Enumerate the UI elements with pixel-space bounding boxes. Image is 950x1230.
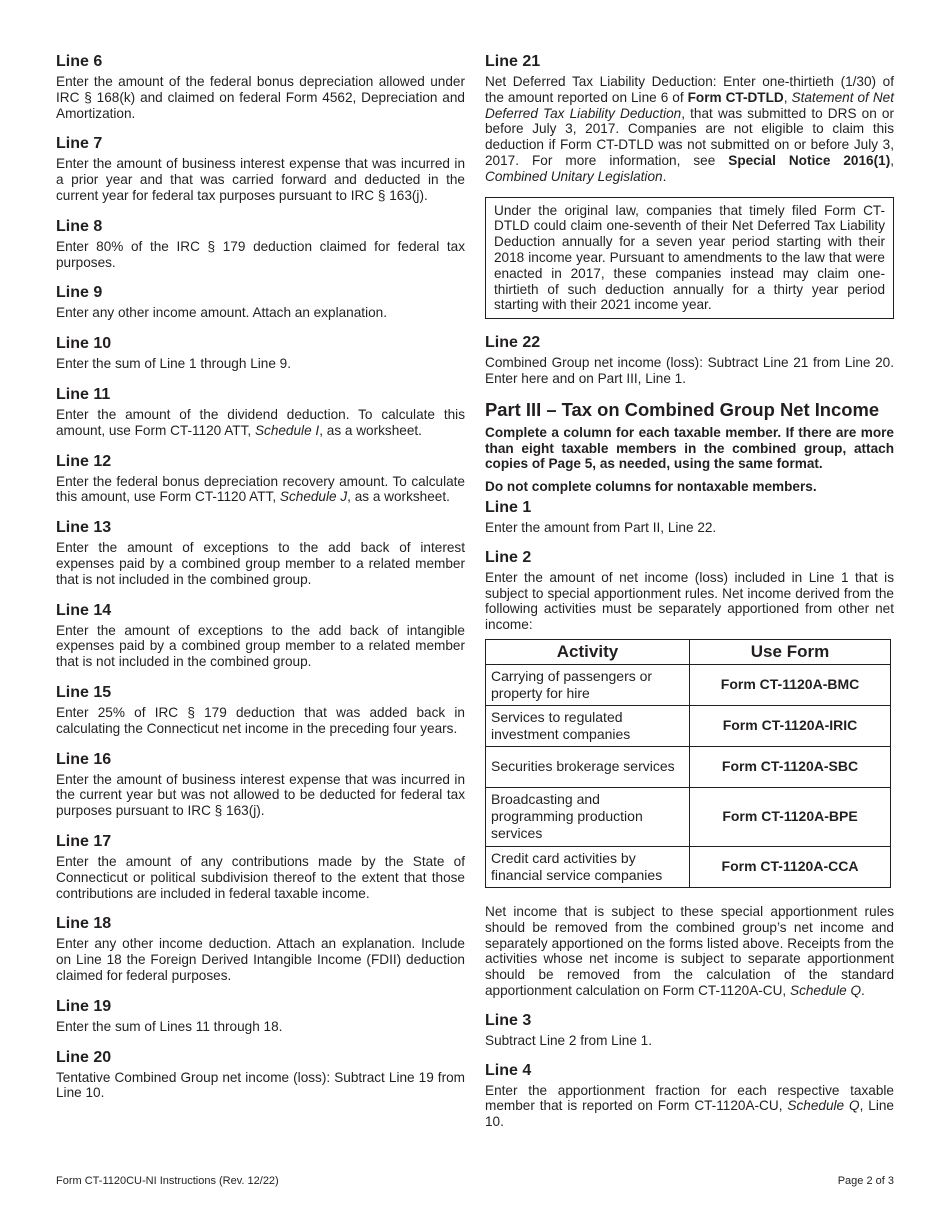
section-line-17 xyxy=(56,832,465,901)
section-heading: Line 6 xyxy=(56,53,103,70)
section-heading: Line 11 xyxy=(56,385,111,403)
section-body: Enter the amount of business interest expense that was incurred in the current year but was not allowed to be deducted for federal tax purposes pursuant to IRC § 163(j). xyxy=(56,771,465,819)
section-heading: Line 20 xyxy=(56,1048,112,1066)
section-line-15 xyxy=(56,683,465,737)
column-header-use-form: Use Form xyxy=(690,639,891,664)
footer-form-id: Form CT-1120CU-NI Instructions (Rev. 12/22) xyxy=(56,1175,279,1187)
section-heading: Line 19 xyxy=(56,997,112,1015)
body-text: , as a worksheet. xyxy=(347,489,450,505)
section-line-10 xyxy=(56,334,465,372)
section-body: Subtract Line 2 from Line 1. xyxy=(485,1032,652,1048)
section-body: Enter 80% of the IRC § 179 deduction claimed for federal tax purposes. xyxy=(56,238,465,270)
form-cell: Form CT-1120A-SBC xyxy=(690,746,891,787)
body-text: Enter the apportionment fraction for each respective taxable member that is reported on Form CT-1120A-CU, xyxy=(485,1082,894,1114)
form-cell: Form CT-1120A-CCA xyxy=(690,846,891,887)
table-row xyxy=(486,705,891,746)
section-heading: Line 16 xyxy=(56,750,112,768)
section-body xyxy=(485,1083,894,1130)
body-text: Enter the federal bonus depreciation recovery amount. To calculate this amount, use Form CT-1120 ATT, xyxy=(56,473,465,505)
body-text: , xyxy=(783,89,792,105)
section-body: Enter any other income deduction. Attach an explanation. Include on Line 18 the Foreign Derived Intangible Income (FDII) deduction claimed for federal purposes. xyxy=(56,936,465,983)
table-row xyxy=(486,746,891,787)
section-body: Enter the amount of net income (loss) included in Line 1 that is subject to special apportionment rules. Net income derived from the following activities must be separately apportioned from other net income: xyxy=(485,569,894,633)
section-line-18 xyxy=(56,914,465,983)
left-column xyxy=(56,52,465,1114)
column-header-activity: Activity xyxy=(486,639,690,664)
section-line-9 xyxy=(56,283,465,321)
form-cell: Form CT-1120A-IRIC xyxy=(690,705,891,746)
section-line-11 xyxy=(56,385,465,439)
section-line-6 xyxy=(56,52,465,121)
section-heading: Line 15 xyxy=(56,683,112,701)
right-column xyxy=(485,52,894,1142)
section-heading: Line 14 xyxy=(56,601,112,619)
activity-cell: Carrying of passengers or property for hire xyxy=(486,664,690,705)
section-body: Combined Group net income (loss): Subtract Line 21 from Line 20. Enter here and on Part III, Line 1. xyxy=(485,355,894,386)
activity-cell: Credit card activities by financial service companies xyxy=(486,846,690,887)
section-line-21 xyxy=(485,52,894,185)
section-heading: Line 9 xyxy=(56,284,103,302)
activity-cell: Services to regulated investment companies xyxy=(486,705,690,746)
section-heading: Line 21 xyxy=(485,53,541,70)
part-iii-instruction-nontaxable: Do not complete columns for nontaxable members. xyxy=(485,479,817,495)
body-text: , Line 10. xyxy=(485,1098,894,1130)
notice-reference: Special Notice 2016(1) xyxy=(728,152,891,168)
body-text: Enter the amount of the dividend deduction. To calculate this amount, use Form CT-1120 ATT, xyxy=(56,406,465,438)
table-row xyxy=(486,787,891,846)
section-line-19 xyxy=(56,997,465,1035)
notice-title: Combined Unitary Legislation xyxy=(485,168,663,184)
section-body: Enter the amount from Part II, Line 22. xyxy=(485,519,717,535)
body-text: , that was submitted to DRS on or before July 3, 2017. Companies are not eligible to claim this deduction if Form CT-DTLD was not submitted on or before July 3, 2017. For more information, see xyxy=(485,105,894,168)
section-body: Tentative Combined Group net income (loss): Subtract Line 19 from Line 10. xyxy=(56,1069,465,1101)
activity-cell: Securities brokerage services xyxy=(486,746,690,787)
body-italic: Schedule Q xyxy=(787,1098,860,1114)
part-iii-instruction: Complete a column for each taxable member. If there are more than eight taxable members in the combined group, attach copies of Page 5, as needed, using the same format. xyxy=(485,424,894,472)
body-text: . xyxy=(861,982,865,998)
footer-page-number: Page 2 of 3 xyxy=(837,1175,894,1187)
section-line-12 xyxy=(56,452,465,506)
section-body: Enter any other income amount. Attach an explanation. xyxy=(56,305,387,321)
table-header-row xyxy=(486,639,891,664)
section-part3-line-1 xyxy=(485,498,894,536)
table-row xyxy=(486,664,891,705)
notice-box xyxy=(485,197,894,320)
section-body xyxy=(56,474,465,506)
section-heading: Line 17 xyxy=(56,832,112,850)
section-body: Enter the amount of exceptions to the add back of interest expenses paid by a combined group member to a related member that is not included in the combined group. xyxy=(56,540,465,587)
section-heading: Line 7 xyxy=(56,135,103,153)
section-body: Enter 25% of IRC § 179 deduction that was added back in calculating the Connecticut net income in the preceding four years. xyxy=(56,704,465,736)
section-line-7 xyxy=(56,134,465,203)
section-heading: Line 18 xyxy=(56,915,112,933)
section-part3-line-4 xyxy=(485,1061,894,1130)
section-heading: Line 3 xyxy=(485,1011,532,1029)
body-italic: Schedule Q xyxy=(790,982,862,998)
body-text: . xyxy=(662,168,667,184)
section-heading: Line 2 xyxy=(485,548,532,566)
activity-form-table xyxy=(485,639,891,888)
section-body: Enter the amount of exceptions to the add back of intangible expenses paid by a combined group member to a related member that is not included in the combined group. xyxy=(56,622,465,670)
section-part3-line-2 xyxy=(485,548,894,633)
form-cell: Form CT-1120A-BPE xyxy=(690,787,891,846)
body-text: , as a worksheet. xyxy=(319,422,422,438)
form-title: Statement of Net Deferred Tax Liability Deduction xyxy=(485,89,894,121)
section-body: Enter the sum of Line 1 through Line 9. xyxy=(56,356,292,372)
section-heading: Line 13 xyxy=(56,519,112,537)
section-heading: Line 4 xyxy=(485,1061,532,1079)
form-cell: Form CT-1120A-BMC xyxy=(690,664,891,705)
section-body: Enter the amount of the federal bonus depreciation allowed under IRC § 168(k) and claimed on federal Form 4562, Depreciation and Amortization. xyxy=(56,74,465,121)
section-body xyxy=(485,74,894,185)
activity-cell: Broadcasting and programming production services xyxy=(486,787,690,846)
special-apportionment-note xyxy=(485,904,894,999)
section-part3-line-3 xyxy=(485,1011,894,1049)
section-heading: Line 10 xyxy=(56,335,112,353)
section-body: Enter the amount of business interest expense that was incurred in a prior year and that was carried forward and deducted in the current year for federal tax purposes pursuant to IRC § 163(j). xyxy=(56,156,465,203)
section-body: Enter the sum of Lines 11 through 18. xyxy=(56,1018,283,1034)
section-line-14 xyxy=(56,601,465,670)
form-reference: Form CT-DTLD xyxy=(687,89,784,105)
section-body xyxy=(56,407,465,439)
section-line-20 xyxy=(56,1048,465,1102)
body-italic: Schedule I xyxy=(254,422,320,438)
section-heading: Line 8 xyxy=(56,217,103,235)
body-italic: Schedule J xyxy=(279,489,348,505)
section-line-13 xyxy=(56,518,465,587)
section-line-8 xyxy=(56,217,465,271)
section-heading: Line 12 xyxy=(56,452,112,470)
section-body: Enter the amount of any contributions made by the State of Connecticut or political subdivision thereof to the extent that those contributions are included in federal taxable income. xyxy=(56,853,465,901)
body-text: Net Deferred Tax Liability Deduction: Enter one-thirtieth (1/30) of the amount reported on Line 6 of xyxy=(485,74,894,105)
section-heading: Line 1 xyxy=(485,498,532,516)
body-text: Net income that is subject to these special apportionment rules should be removed from the combined group’s net income and separately apportioned on the forms listed above. Receipts from the activities whose net income is subject to separate apportionment should be removed from the calculation of the standard apportionment calculation on Form CT-1120A-CU, xyxy=(485,903,894,998)
part-iii-heading: Part III – Tax on Combined Group Net Income xyxy=(485,398,880,420)
section-line-22 xyxy=(485,333,894,387)
section-line-16 xyxy=(56,750,465,819)
notice-text: Under the original law, companies that timely filed Form CT-DTLD could claim one-seventh of their Net Deferred Tax Liability Deduction annually for a seven year period starting with their 2018 income year. Pursuant to amendments to the law that were enacted in 2017, these companies instead may claim one-thirtieth of such deduction annually for a thirty year period starting with their 2021 income year. xyxy=(494,202,885,313)
table-row xyxy=(486,846,891,887)
section-heading: Line 22 xyxy=(485,334,541,352)
body-text: , xyxy=(890,152,895,168)
